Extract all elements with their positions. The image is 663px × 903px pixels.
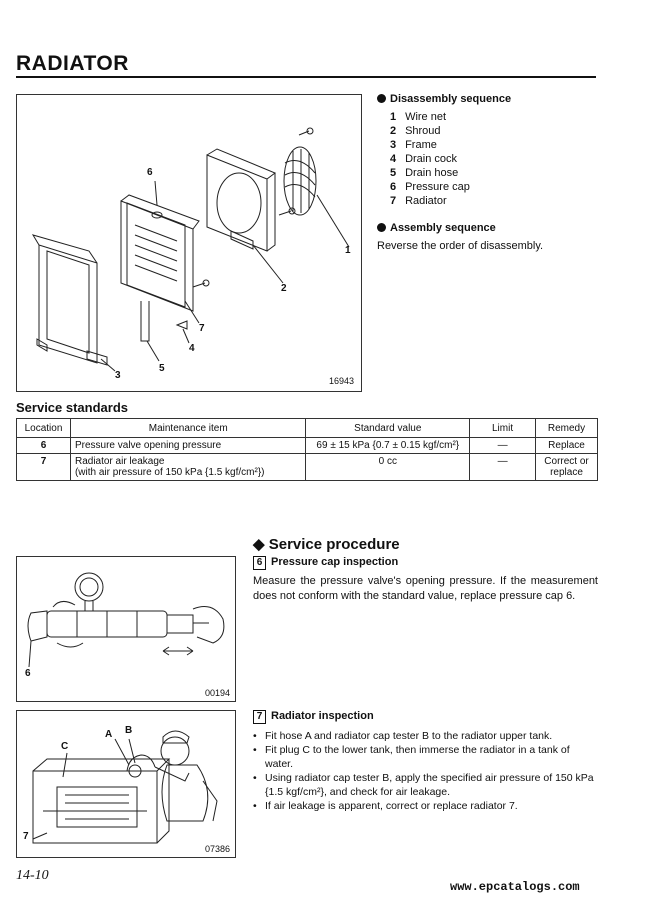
column-header: Standard value: [306, 419, 470, 438]
callout-2: 2: [281, 283, 287, 294]
cell-location: 6: [17, 438, 71, 454]
table-row: [17, 454, 598, 481]
list-item: 3 Frame: [390, 139, 437, 151]
callout-7: 7: [23, 831, 29, 842]
website-link[interactable]: www.epcatalogs.com: [450, 880, 580, 894]
service-standards-table: [16, 418, 598, 481]
disassembly-list: [390, 110, 470, 208]
page-number: 14-10: [16, 868, 49, 883]
list-item: • Fit hose A and radiator cap tester B to the radiator upper tank.: [253, 729, 598, 743]
service-procedure-heading: ◆ Service procedure: [253, 536, 400, 553]
cell-standard: 0 cc: [306, 454, 470, 481]
cell-item: Pressure valve opening pressure: [70, 438, 306, 454]
callout-B: B: [125, 725, 133, 736]
list-item: • Using radiator cap tester B, apply the specified air pressure of 150 kPa {1.5 kgf/cm²}, and check for air leakage.: [253, 771, 598, 799]
callout-4: 4: [189, 343, 195, 354]
section-number-box: 7: [253, 710, 266, 724]
bullet-dot-icon: [377, 94, 386, 103]
column-header: Limit: [470, 419, 536, 438]
radiator-inspection-figure: [16, 710, 236, 858]
section-number-box: 6: [253, 556, 266, 570]
figure-id: 00194: [205, 688, 231, 698]
callout-C: C: [61, 741, 69, 752]
list-item: • If air leakage is apparent, correct or replace radiator 7.: [253, 799, 598, 813]
figure-id: 07386: [205, 844, 231, 854]
pressure-cap-drawing: [17, 557, 235, 701]
cell-item: Radiator air leakage (with air pressure of 150 kPa {1.5 kgf/cm²}): [70, 454, 306, 481]
list-item: • Fit plug C to the lower tank, then immerse the radiator in a tank of water.: [253, 743, 598, 771]
pressure-cap-figure: [16, 556, 236, 702]
cell-limit: —: [470, 454, 536, 481]
diamond-icon: ◆: [253, 536, 265, 553]
bullet-dot-icon: [377, 223, 386, 232]
list-item: 4 Drain cock: [390, 153, 458, 165]
page-title: RADIATOR: [16, 52, 129, 75]
cell-remedy: Correct or replace: [536, 454, 598, 481]
callout-6: 6: [25, 668, 31, 679]
list-item: 7 Radiator: [390, 195, 447, 207]
callout-3: 3: [115, 370, 121, 381]
column-header: Remedy: [536, 419, 598, 438]
disassembly-heading: Disassembly sequence: [377, 93, 511, 105]
radiator-inspection-steps: [253, 729, 598, 813]
list-item: 5 Drain hose: [390, 167, 459, 179]
figure-id: 16943: [329, 376, 355, 386]
cell-standard: 69 ± 15 kPa {0.7 ± 0.15 kgf/cm²}: [306, 438, 470, 454]
table-header-row: [17, 419, 598, 438]
assembly-heading: Assembly sequence: [377, 222, 496, 234]
callout-A: A: [105, 729, 113, 740]
column-header: Maintenance item: [70, 419, 306, 438]
column-header: Location: [17, 419, 71, 438]
pressure-cap-text: Measure the pressure valve's opening pressure. If the measurement does not conform with the standard value, replace pressure cap 6.: [253, 575, 598, 602]
cell-location: 7: [17, 454, 71, 481]
callout-5: 5: [159, 363, 165, 374]
cell-limit: —: [470, 438, 536, 454]
callout-6: 6: [147, 167, 153, 178]
pressure-cap-inspection-heading: 6 Pressure cap inspection: [253, 556, 398, 570]
list-item: 6 Pressure cap: [390, 181, 470, 193]
list-item: 1 Wire net: [390, 111, 447, 123]
service-standards-heading: Service standards: [16, 400, 129, 415]
cell-remedy: Replace: [536, 438, 598, 454]
radiator-inspection-heading: 7 Radiator inspection: [253, 710, 374, 724]
callout-7: 7: [199, 323, 205, 334]
table-row: [17, 438, 598, 454]
callout-1: 1: [345, 245, 351, 256]
assembly-text: Reverse the order of disassembly.: [377, 240, 544, 252]
title-rule: [16, 76, 596, 78]
list-item: 2 Shroud: [390, 125, 441, 137]
radiator-exploded-figure: [16, 94, 362, 392]
